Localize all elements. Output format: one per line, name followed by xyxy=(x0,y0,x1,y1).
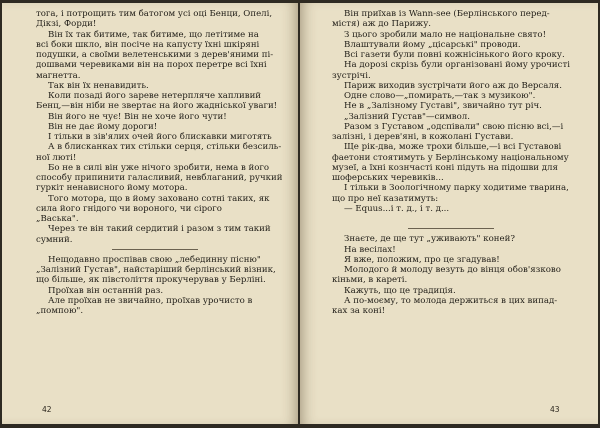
text-line: А по-моєму, то молода держиться в цих випад- xyxy=(344,295,558,306)
text-line: І тільки в зів'ялих очей його блискавки миготять xyxy=(48,132,272,142)
text-line: Знаєте, де ще тут „уживають" коней? xyxy=(344,234,515,245)
text-line: Кажуть, що це традиція. xyxy=(344,285,456,296)
text-line: Але проїхав не звичайно, проїхав урочисто в xyxy=(48,295,253,306)
blank-line xyxy=(332,214,568,224)
text-line: Молодого й молоду везуть до вінця обов'язково xyxy=(344,265,561,275)
text-line: На весілах! xyxy=(344,244,396,255)
right-page xyxy=(300,3,598,424)
text-line: Він його не чує! Він не хоче його чути! xyxy=(48,111,227,122)
left-page xyxy=(2,3,298,424)
text-line: „помпою". xyxy=(36,306,84,316)
text-line: „Залізний Густав", найстаріший берлінський візник, xyxy=(36,265,276,275)
text-line: Нещодавно проспівав свою „лебединну пісню" xyxy=(48,254,261,265)
text-line: А в блисканках тих стільки серця, стільки безсиль- xyxy=(48,142,282,153)
text-line: Він не дає йому дороги! xyxy=(48,121,158,132)
text-line: Влаштували йому „цісарські" проводи. xyxy=(344,39,521,50)
text-line: Париж виходив зустрічати його аж до Версаля. xyxy=(344,80,562,91)
text-line: музеї, а їхні кознчасті коні підуть на підошви для xyxy=(332,162,558,173)
text-line: ної люті! xyxy=(36,152,77,163)
page-number: 42 xyxy=(42,405,52,414)
left-page-text xyxy=(36,9,283,316)
text-line: тога, і потрощить тим батогом усі оці Бенци, Опелі, xyxy=(36,9,273,19)
text-line: способу припинити галасливий, невблаганий, ручкий xyxy=(36,173,283,183)
text-line: З цього зробили мало не національне свято! xyxy=(344,29,547,40)
text-line: Бо не в силі він уже нічого зробити, нема в його xyxy=(48,162,270,173)
text-line: Через те він такий сердитий і разом з тим такий xyxy=(48,224,271,235)
text-line: зустрічі. xyxy=(332,70,371,81)
text-line: фаетони стоятимуть у Берлінському національному xyxy=(332,152,569,163)
text-line: Коли позаді його зареве нетерпляче хапливий xyxy=(48,91,262,101)
text-line: Не в „Залізному Густаві", звичайно тут річ. xyxy=(344,101,542,112)
text-line: Проїхав він останній раз. xyxy=(48,285,164,296)
text-line: залізні, і дерев'яні, в кожолані Густави. xyxy=(332,132,514,142)
text-line: „Васька". xyxy=(36,214,79,224)
text-line: шоферських черевиків... xyxy=(332,173,444,183)
text-line: дошвами черевиками він на порох перетре всі їхні xyxy=(36,60,267,71)
right-page-text xyxy=(332,9,568,316)
text-line: Одне слово—„помирать,—так з музикою". xyxy=(344,91,536,101)
text-line: На дорозі скрізь були організовані йому урочисті xyxy=(344,60,570,71)
text-line: всі боки шкло, він посіче на капусту їхні шкіряні xyxy=(36,39,260,50)
text-line: „Залізний Густав"—символ. xyxy=(344,111,470,122)
text-line: подушки, а своїми велетенськими з дерев'яними пі- xyxy=(36,50,274,60)
text-line: Того мотора, що в йому заховано сотні таких, як xyxy=(48,193,270,204)
text-line: Ще рік-два, може трохи більше,—і всі Густавові xyxy=(344,142,562,153)
text-line: Він приїхав із Wann-see (Берлінського перед- xyxy=(344,9,550,19)
text-line: Так він їх ненавидить. xyxy=(48,80,149,91)
text-line: сила його гнідого чи вороного, чи сірого xyxy=(36,203,222,214)
text-line: гуркіт ненависного йому мотора. xyxy=(36,183,188,194)
text-line: — Equus...і т. д., і т. д... xyxy=(344,203,450,214)
text-line: Дікзі, Форди! xyxy=(36,19,97,30)
text-line: сумний. xyxy=(36,234,73,245)
text-line: ках за коні! xyxy=(332,306,386,316)
section-divider xyxy=(408,228,494,229)
text-line: містя) аж до Парижу. xyxy=(332,19,432,30)
text-line: що про неї казатимуть: xyxy=(332,193,439,204)
section-divider xyxy=(112,249,198,250)
text-line: що більше, як півстоліття прокучерував у Берліні. xyxy=(36,275,266,286)
text-line: магнетта. xyxy=(36,70,81,81)
text-line: кіньми, в кареті. xyxy=(332,275,408,286)
text-line: Я вже, положим, про це згадував! xyxy=(344,254,500,265)
page-number: 43 xyxy=(550,405,560,414)
text-line: І тільки в Зоологічному парку ходитиме тварина, xyxy=(344,183,569,194)
text-line: Разом з Густавом „одспівали" свою пісню всі,—і xyxy=(344,121,564,132)
text-line: Він їх так битиме, так битиме, що летітиме на xyxy=(48,29,259,40)
text-line: Бенц,—він ніби не звертає на його жадніської уваги! xyxy=(36,101,278,112)
text-line: Всі газети були повні кожнісінького його кроку. xyxy=(344,50,565,60)
